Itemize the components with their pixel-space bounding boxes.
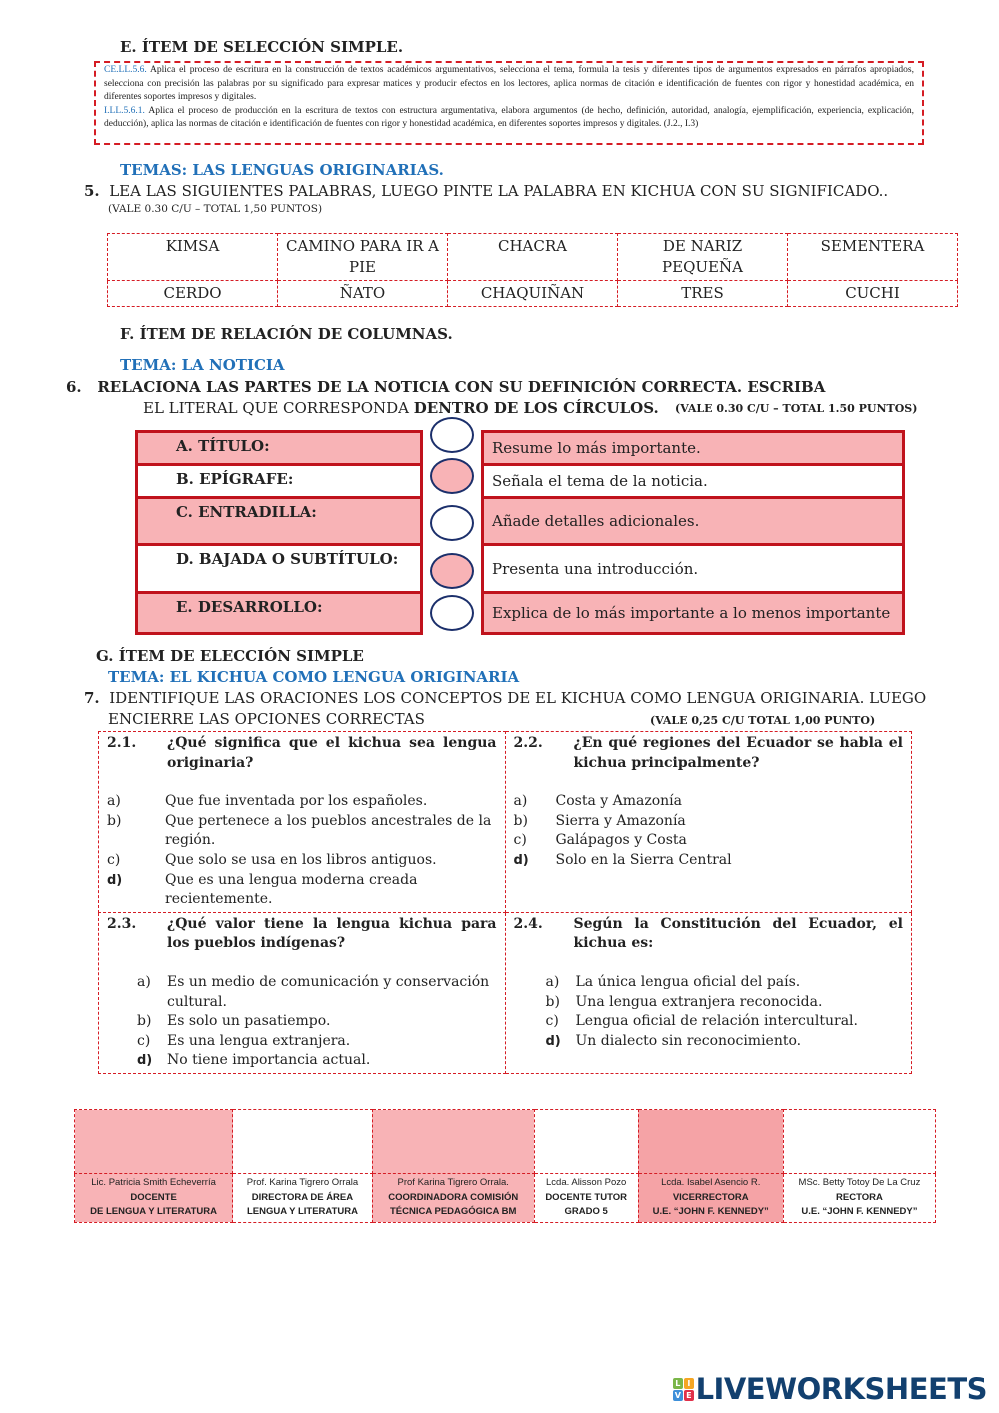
option-text: Que solo se usa en los libros antiguos. <box>165 851 437 868</box>
question-5-text: LEA LAS SIGUIENTES PALABRAS, LUEGO PINTE LA PALABRA EN KICHUA CON SU SIGNIFICADO.. <box>109 182 889 200</box>
tema-lenguas: TEMAS: LAS LENGUAS ORIGINARIAS. <box>120 161 444 179</box>
signatory-name: Lcda. Isabel Asencio R. <box>661 1177 761 1188</box>
option-text: Que fue inventada por los españoles. <box>165 793 428 810</box>
option-text: Es una lengua extranjera. <box>167 1032 351 1049</box>
option-letter: b) <box>545 993 560 1010</box>
option-letter: a) <box>137 973 151 990</box>
answer-circle-input[interactable] <box>430 553 474 589</box>
option-letter: a) <box>107 793 121 810</box>
option-text: Sierra y Amazonía <box>555 812 686 829</box>
indicator-code: I.LL.5.6.1. <box>104 105 145 116</box>
option-letter: b) <box>137 1013 152 1030</box>
option-text: Que es una lengua moderna creada recientemente. <box>165 871 418 908</box>
signatory-role: VICERRECTORA U.E. “JOHN F. KENNEDY” <box>652 1191 769 1217</box>
question-number: 6. <box>66 378 82 396</box>
table-row <box>99 732 912 913</box>
item-question <box>107 915 497 954</box>
logo-letter: V <box>673 1390 683 1401</box>
item-question <box>514 915 904 954</box>
noticia-part: A. TÍTULO: <box>135 430 423 466</box>
criterion-text: Aplica el proceso de escritura en la construcción de textos académicos argumentativos, selecciona el tema, formula la tesis y diferentes tipos de argumentos expresados en párrafos apropiados, selecciona con precisión las palabras por su significado para expresar matices y producir efectos en los lectores, aplica normas de citación e identificación de fuentes con rigor y honestidad académica, en diferentes soportes impresos y digitales. <box>104 65 914 103</box>
signature-space <box>783 1110 935 1174</box>
option-text: Lengua oficial de relación intercultural. <box>575 1013 858 1030</box>
tema-noticia: TEMA: LA NOTICIA <box>120 356 285 374</box>
answer-option[interactable] <box>514 812 904 832</box>
table-row <box>108 234 958 281</box>
option-text: No tiene importancia actual. <box>167 1052 371 1069</box>
option-text: Un dialecto sin reconocimiento. <box>575 1032 802 1049</box>
noticia-part: E. DESARROLLO: <box>135 591 423 635</box>
signatory-role: DOCENTE DE LENGUA Y LITERATURA <box>90 1191 217 1217</box>
noticia-part: D. BAJADA O SUBTÍTULO: <box>135 543 423 594</box>
question-cell <box>505 912 912 1073</box>
signatures-table <box>74 1109 936 1223</box>
criteria-box <box>94 61 924 145</box>
option-text: Es solo un pasatiempo. <box>167 1013 331 1030</box>
option-letter: d) <box>137 1053 153 1069</box>
question-7-text: IDENTIFIQUE LAS ORACIONES LOS CONCEPTOS DE EL KICHUA COMO LENGUA ORIGINARIA. LUEGO <box>109 689 927 707</box>
signatory <box>783 1174 935 1223</box>
live-logo-icon <box>673 1378 694 1401</box>
noticia-part: B. EPÍGRAFE: <box>135 463 423 499</box>
option-letter: b) <box>107 812 122 829</box>
option-text: Una lengua extranjera reconocida. <box>575 993 823 1010</box>
item-number: 2.2. <box>513 735 543 751</box>
answer-circle-input[interactable] <box>430 505 474 541</box>
indicator-text: Aplica el proceso de producción en la escritura de textos con estructura argumentativa, elabora argumentos (de hecho, definición, autoridad, analogía, ejemplificación, experiencia, explicación, deducción), aplica las normas de citación e identificación de fuentes con rigor y honestidad académica, en diferentes soportes impresos y digitales. (J.2., I.3) <box>104 105 914 130</box>
signatory-name: MSc. Betty Totoy De La Cruz <box>798 1177 921 1188</box>
section-e-heading: E. ÍTEM DE SELECCIÓN SIMPLE. <box>120 38 404 56</box>
option-letter: d) <box>107 872 123 888</box>
word-cell[interactable]: KIMSA <box>108 234 278 281</box>
word-cell[interactable]: SEMENTERA <box>788 234 958 281</box>
item-question-text: ¿En qué regiones del Ecuador se habla el kichua principalmente? <box>573 735 903 771</box>
question-5-value: (VALE 0.30 C/U – TOTAL 1,50 PUNTOS) <box>108 203 323 215</box>
question-cell <box>505 732 912 913</box>
answer-option[interactable] <box>514 1032 904 1052</box>
signatory <box>75 1174 233 1223</box>
signature-space <box>372 1110 534 1174</box>
answer-circle-input[interactable] <box>430 595 474 631</box>
section-f-heading: F. ÍTEM DE RELACIÓN DE COLUMNAS. <box>120 325 453 343</box>
option-letter: d) <box>545 1033 561 1049</box>
item-question-text: ¿Qué valor tiene la lengua kichua para los pueblos indígenas? <box>167 915 497 952</box>
table-row <box>108 281 958 307</box>
question-6-value: (VALE 0.30 C/U – TOTAL 1.50 PUNTOS) <box>675 402 918 415</box>
answer-option[interactable] <box>514 993 904 1013</box>
criterion-code: CE.LL.5.6. <box>104 65 147 75</box>
noticia-definition: Añade detalles adicionales. <box>481 496 905 546</box>
option-text: Galápagos y Costa <box>555 832 687 849</box>
option-letter: a) <box>513 793 528 810</box>
signatory-role: RECTORA U.E. “JOHN F. KENNEDY” <box>801 1191 918 1217</box>
answer-option[interactable] <box>107 871 497 910</box>
signatory <box>372 1174 534 1223</box>
noticia-definition: Señala el tema de la noticia. <box>481 463 905 499</box>
question-7-value: (VALE 0,25 C/U TOTAL 1,00 PUNTO) <box>650 714 876 727</box>
answer-option[interactable] <box>107 851 497 871</box>
option-text: Que pertenece a los pueblos ancestrales de la región. <box>165 812 492 849</box>
word-cell[interactable]: DE NARIZ PEQUEÑA <box>618 234 788 281</box>
liveworksheets-logo <box>673 1372 987 1406</box>
logo-letter: L <box>673 1378 683 1389</box>
logo-letter: E <box>684 1390 694 1401</box>
noticia-part: C. ENTRADILLA: <box>135 496 423 546</box>
signatory-role: COORDINADORA COMISIÓN TÉCNICA PEDAGÓGICA BM <box>388 1191 519 1217</box>
option-text: La única lengua oficial del país. <box>575 973 801 990</box>
signatory <box>534 1174 638 1223</box>
answer-option[interactable] <box>514 973 904 993</box>
word-cell[interactable]: CHAQUIÑAN <box>448 281 618 307</box>
answer-option[interactable] <box>514 851 904 871</box>
answer-circle-input[interactable] <box>430 417 474 453</box>
section-g-heading: G. ÍTEM DE ELECCIÓN SIMPLE <box>96 647 364 665</box>
multiple-choice-table <box>98 731 912 1074</box>
option-letter: c) <box>513 832 527 849</box>
answer-option[interactable] <box>107 1051 497 1071</box>
word-cell[interactable]: CERDO <box>108 281 278 307</box>
answer-option[interactable] <box>107 1032 497 1052</box>
signature-space <box>75 1110 233 1174</box>
word-cell[interactable]: TRES <box>618 281 788 307</box>
answer-option[interactable] <box>514 831 904 851</box>
item-question-text: Según la Constitución del Ecuador, el kichua es: <box>573 915 903 952</box>
signatory-name: Prof. Karina Tigrero Orrala <box>246 1177 359 1188</box>
signatory <box>233 1174 373 1223</box>
table-row <box>99 912 912 1073</box>
answer-circle-input[interactable] <box>430 458 474 494</box>
option-letter: c) <box>107 851 121 868</box>
answer-option[interactable] <box>107 792 497 812</box>
noticia-definition: Explica de lo más importante a lo menos importante <box>481 591 905 635</box>
answer-option[interactable] <box>107 1012 497 1032</box>
logo-letter: I <box>684 1378 694 1389</box>
item-number: 2.4. <box>513 915 543 932</box>
word-cell[interactable]: ÑATO <box>278 281 448 307</box>
question-6-text-c: DENTRO DE LOS CÍRCULOS. <box>413 399 659 417</box>
kichua-words-table <box>107 233 958 307</box>
item-question-text: ¿Qué significa que el kichua sea lengua originaria? <box>167 735 497 771</box>
option-letter: c) <box>545 1013 559 1030</box>
question-number: 5. <box>84 182 100 200</box>
signatory-name: Lcda. Alisson Pozo <box>546 1177 627 1188</box>
option-letter: c) <box>137 1032 151 1049</box>
option-text: Es un medio de comunicación y conservación cultural. <box>167 973 490 1010</box>
question-cell <box>99 732 506 913</box>
answer-option[interactable] <box>107 973 497 1012</box>
signature-space <box>638 1110 783 1174</box>
question-cell <box>99 912 506 1073</box>
word-cell[interactable]: CUCHI <box>788 281 958 307</box>
signatory-role: DIRECTORA DE ÁREA LENGUA Y LITERATURA <box>246 1191 358 1217</box>
question-6-text-b: EL LITERAL QUE CORRESPONDA <box>143 399 414 417</box>
signatory-role: DOCENTE TUTOR GRADO 5 <box>545 1191 627 1217</box>
item-question <box>514 734 904 773</box>
word-cell[interactable]: CAMINO PARA IR A PIE <box>278 234 448 281</box>
answer-option[interactable] <box>514 792 904 812</box>
question-7-text-b: ENCIERRE LAS OPCIONES CORRECTAS <box>108 710 425 728</box>
signature-space <box>233 1110 373 1174</box>
option-letter: a) <box>545 973 560 990</box>
noticia-definition: Presenta una introducción. <box>481 543 905 594</box>
noticia-definition: Resume lo más importante. <box>481 430 905 466</box>
signatory-name: Prof Karina Tigrero Orrala. <box>397 1177 509 1188</box>
option-text: Solo en la Sierra Central <box>555 851 732 868</box>
answer-option[interactable] <box>514 1012 904 1032</box>
item-question <box>107 734 497 773</box>
question-number: 7. <box>84 689 100 707</box>
signatory-name: Lic. Patricia Smith Echeverría <box>91 1177 216 1188</box>
signatory <box>638 1174 783 1223</box>
option-letter: b) <box>513 812 528 829</box>
item-number: 2.1. <box>107 735 137 751</box>
logo-text: LIVEWORKSHEETS <box>695 1372 987 1406</box>
word-cell[interactable]: CHACRA <box>448 234 618 281</box>
option-letter: d) <box>513 852 529 868</box>
answer-option[interactable] <box>107 812 497 851</box>
tema-kichua: TEMA: EL KICHUA COMO LENGUA ORIGINARIA <box>108 668 520 686</box>
item-number: 2.3. <box>107 915 137 932</box>
question-6-text: RELACIONA LAS PARTES DE LA NOTICIA CON SU DEFINICIÓN CORRECTA. ESCRIBA <box>97 378 826 396</box>
option-text: Costa y Amazonía <box>555 793 682 810</box>
signature-space <box>534 1110 638 1174</box>
